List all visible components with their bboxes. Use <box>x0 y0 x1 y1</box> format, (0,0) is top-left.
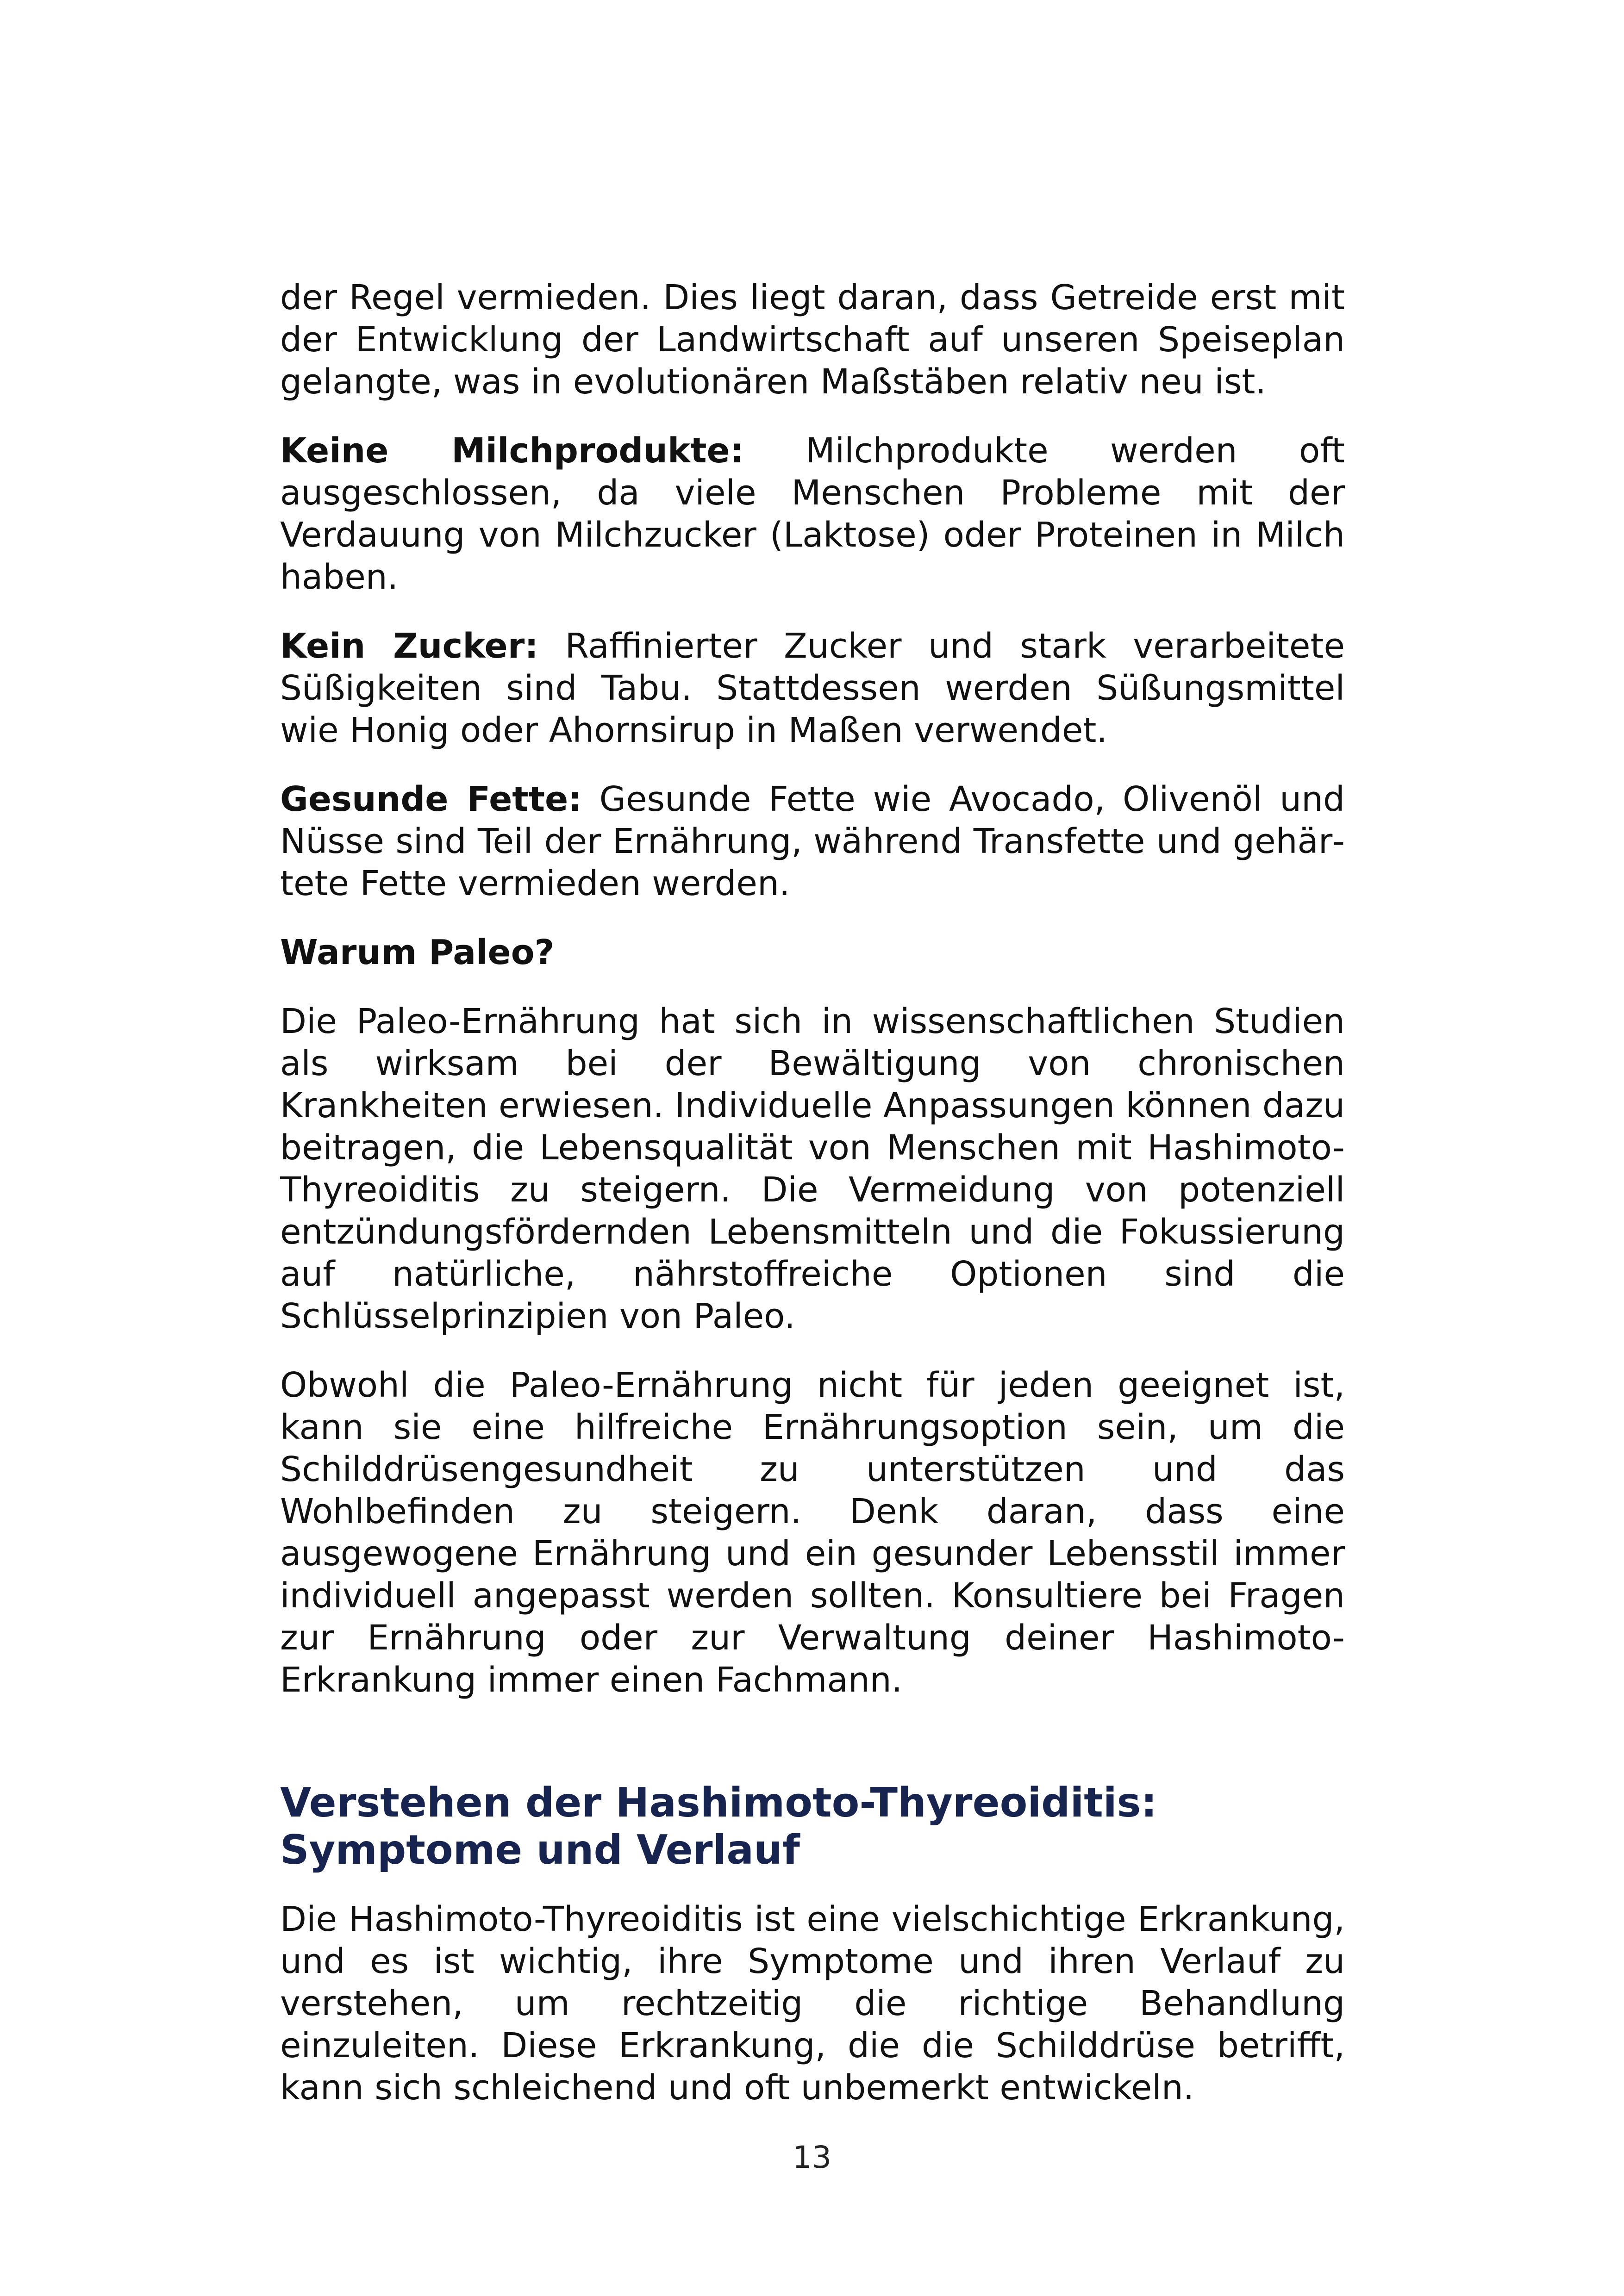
paragraph-fats <box>280 778 1345 905</box>
paragraph-text-fats: Gesunde Fette wie Avocado, Olivenöl und Nüsse sind Teil der Ernährung, während Transfette und gehärtete Fette vermieden werden. <box>280 779 1345 903</box>
subheading-why-paleo: Warum Paleo? <box>280 933 555 972</box>
page-number: 13 <box>793 2140 831 2175</box>
paragraph-section-intro: Die Hashimoto-Thyreoiditis ist eine vielschichtige Erkrankung, und es ist wichtig, ihre Symptome und ihren Verlauf zu verstehen, um rechtzeitig die richtige Behandlung einzuleiten. Diese Erkrankung, die die Schilddrüse betrifft, kann sich schleichend und oft unbemerkt entwickeln. <box>280 1899 1345 2108</box>
term-label-dairy: Keine Milchprodukte: <box>280 431 744 471</box>
paragraph-text-sugar: Raffinierter Zucker und stark verarbeitete Süßigkeiten sind Tabu. Stattdessen werden Süßungsmittel wie Honig oder Ahornsirup in Maßen verwendet. <box>280 626 1345 750</box>
paragraph-conclusion: Obwohl die Paleo-Ernährung nicht für jeden geeignet ist, kann sie eine hilfreiche Ernährungsoption sein, um die Schilddrüsengesundheit zu unterstützen und das Wohlbefinden zu steigern. Denk daran, dass eine ausgewogene Ernährung und ein gesunder Lebensstil immer individuell angepasst werden sollten. Konsultiere bei Fragen zur Ernährung oder zur Verwaltung deiner Hashimoto-Erkrankung immer einen Fachmann. <box>280 1365 1345 1700</box>
term-label-sugar: Kein Zucker: <box>280 626 538 666</box>
term-label-fats: Gesunde Fette: <box>280 779 582 819</box>
paragraph-dairy <box>280 430 1345 598</box>
paragraph-why-paleo: Die Paleo-Ernährung hat sich in wissenschaftlichen Studien als wirksam bei der Bewältigung von chronischen Krankheiten erwiesen. Individuelle Anpassungen können dazu beitragen, die Lebensqualität von Menschen mit Hashimoto-Thyreoiditis zu steigern. Die Vermeidung von potenziell entzündungsfördernden Lebensmitteln und die Fokussierung auf natürliche, nährstoffreiche Optionen sind die Schlüsselprinzipien von Paleo. <box>280 1002 1345 1336</box>
paragraph-grains: der Regel vermieden. Dies liegt daran, dass Getreide erst mit der Entwicklung der Landwirtschaft auf unseren Speiseplan gelangte, was in evolutionären Maßstäben relativ neu ist. <box>280 278 1345 402</box>
section-heading: Verstehen der Hashimoto-Thyreoiditis: Symptome und Verlauf <box>280 1779 1157 1873</box>
paragraph-text-dairy: Milchprodukte werden oft ausgeschlossen, da viele Menschen Probleme mit der Verdauung von Milchzucker (Laktose) oder Proteinen in Milch haben. <box>280 431 1345 597</box>
page-content <box>280 277 1345 2136</box>
paragraph-sugar <box>280 625 1345 752</box>
